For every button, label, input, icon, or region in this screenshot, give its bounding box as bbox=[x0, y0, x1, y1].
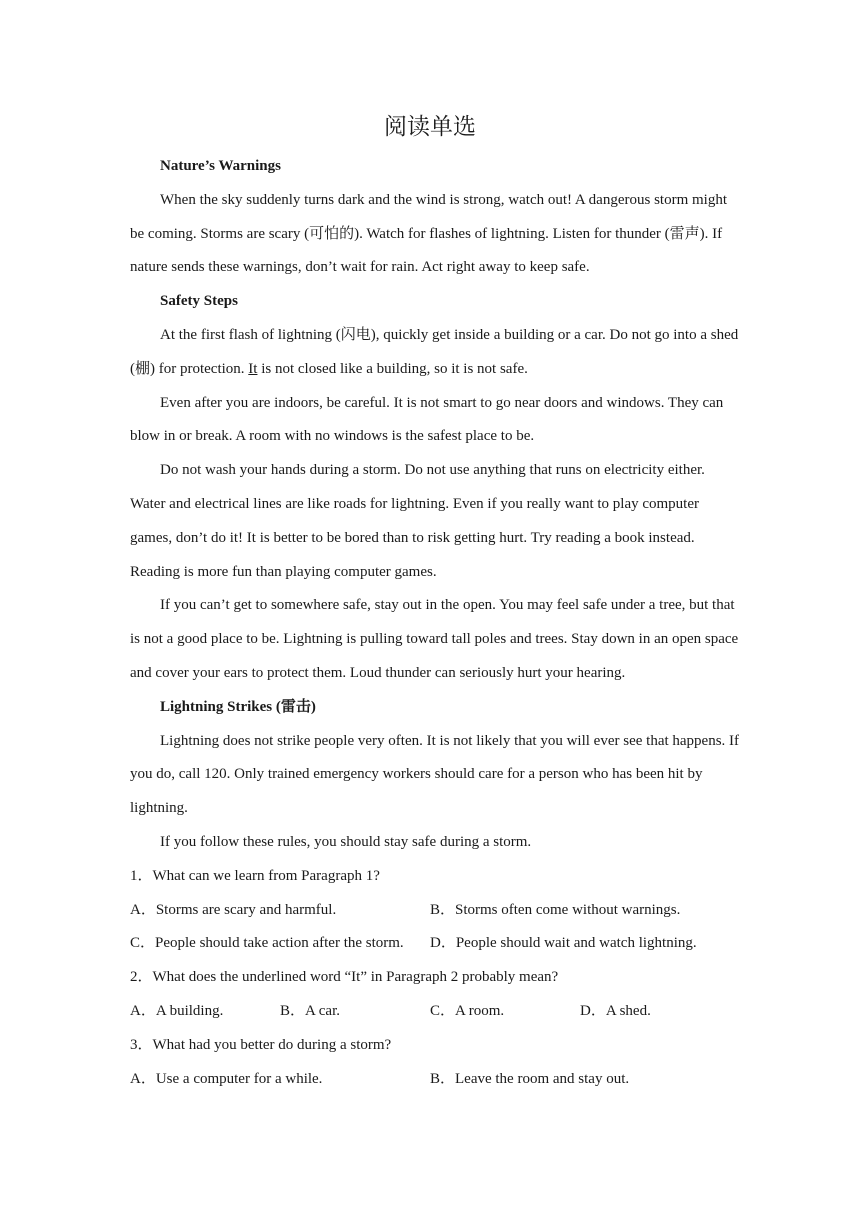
paragraph-6: Lightning does not strike people very often. It is not likely that you will ever see that happens. If you do, call 120. Only trained emergency workers should care for a person who has been hit by lightning. bbox=[130, 732, 740, 817]
question-3-option-a[interactable]: A．Use a computer for a while. bbox=[130, 1070, 323, 1087]
question-2-stem: 2．What does the underlined word “It” in Paragraph 2 probably mean? bbox=[130, 969, 559, 986]
question-1-option-d[interactable]: D．People should wait and watch lightning. bbox=[430, 935, 697, 952]
question-1-options-row-2 bbox=[130, 927, 740, 961]
section-heading-natures-warnings: Nature’s Warnings bbox=[160, 158, 281, 174]
question-3-stem: 3．What had you better do during a storm? bbox=[130, 1036, 392, 1053]
section-heading-lightning-strikes: Lightning Strikes (雷击) bbox=[160, 698, 316, 715]
paragraph-3: Even after you are indoors, be careful. It is not smart to go near doors and windows. They can blow in or break. A room with no windows is the safest place to be. bbox=[130, 394, 724, 445]
paragraph-5: If you can’t get to somewhere safe, stay out in the open. You may feel safe under a tree, but that is not a good place to be. Lightning is pulling toward tall poles and trees. Stay down in an open space and cover your ears to protect them. Loud thunder can seriously hurt your hearing. bbox=[130, 597, 739, 681]
paragraph-2-text-before: At the first flash of lightning (闪电), quickly get inside a building or a car. Do not go into a shed (棚) for protection. bbox=[130, 326, 739, 377]
passage bbox=[130, 150, 740, 1096]
question-1-option-c[interactable]: C．People should take action after the storm. bbox=[130, 935, 404, 952]
paragraph-1: When the sky suddenly turns dark and the wind is strong, watch out! A dangerous storm might be coming. Storms are scary (可怕的). Watch for flashes of lightning. Listen for thunder (雷声). If nature sends these warnings, don’t wait for rain. Act right away to keep safe. bbox=[130, 191, 728, 276]
paragraph-7: If you follow these rules, you should stay safe during a storm. bbox=[160, 833, 532, 850]
question-1-options-row-1 bbox=[130, 894, 740, 928]
paragraph-2 bbox=[130, 319, 740, 387]
question-2-option-d[interactable]: D．A shed. bbox=[580, 1002, 651, 1019]
question-2-option-b[interactable]: B．A car. bbox=[280, 1002, 340, 1019]
question-2-options-row bbox=[130, 995, 740, 1029]
underlined-word-it: It bbox=[248, 360, 258, 377]
question-1-option-a[interactable]: A．Storms are scary and harmful. bbox=[130, 901, 337, 918]
question-2-option-c[interactable]: C．A room. bbox=[430, 1002, 505, 1019]
question-1-stem: 1．What can we learn from Paragraph 1? bbox=[130, 867, 380, 884]
section-heading-safety-steps: Safety Steps bbox=[160, 293, 238, 310]
page-title: 阅读单选 bbox=[384, 114, 476, 140]
paragraph-2-text-after: is not closed like a building, so it is not safe. bbox=[257, 360, 528, 377]
question-1-option-b[interactable]: B．Storms often come without warnings. bbox=[430, 901, 681, 918]
paragraph-4: Do not wash your hands during a storm. Do not use anything that runs on electricity either. Water and electrical lines are like roads for lightning. Even if you really want to play computer games, don’t do it! It is better to be bored than to risk getting hurt. Try reading a book instead. Reading is more fun than playing computer games. bbox=[130, 462, 705, 580]
question-3-options-row bbox=[130, 1063, 740, 1097]
question-2-option-a[interactable]: A．A building. bbox=[130, 1002, 224, 1019]
question-3-option-b[interactable]: B．Leave the room and stay out. bbox=[430, 1070, 630, 1087]
